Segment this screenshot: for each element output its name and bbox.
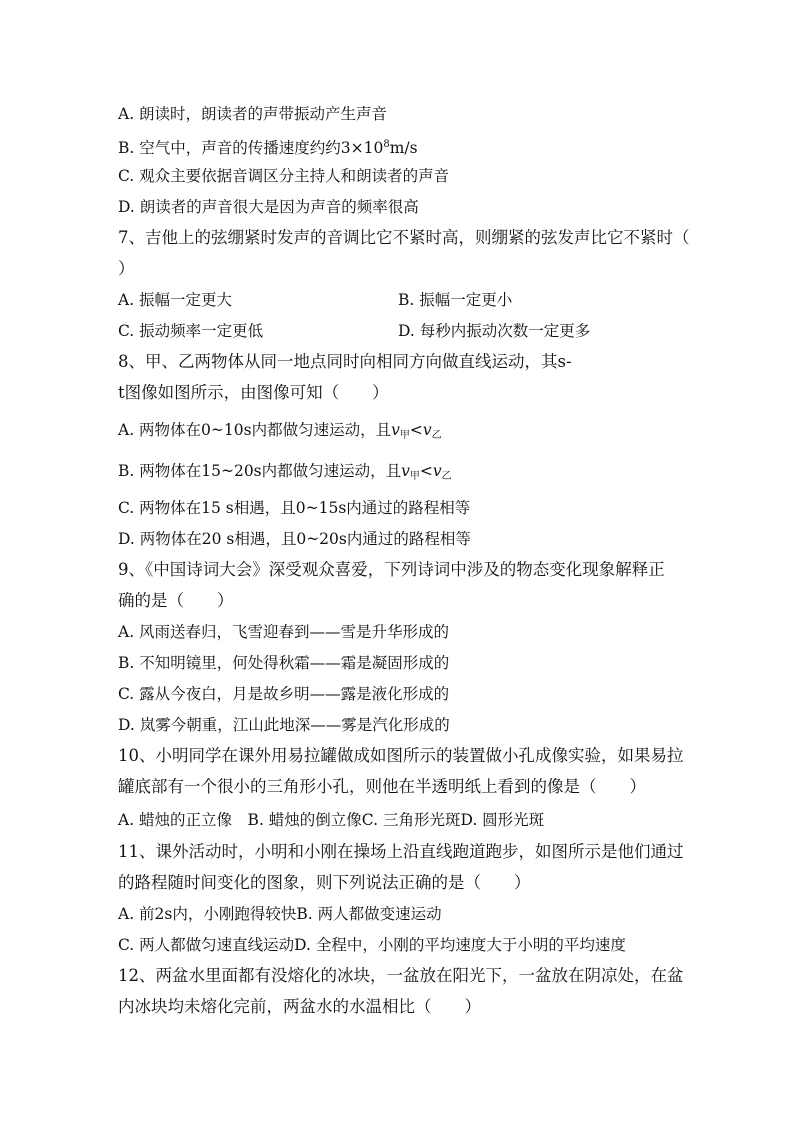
q6-option-b	[118, 135, 418, 158]
q6-option-b-unit: m/s	[389, 139, 418, 157]
q6-option-a: A. 朗读时，朗读者的声带振动产生声音	[118, 105, 388, 123]
v-symbol: v	[422, 421, 432, 439]
q8-option-d: D. 两物体在20 s相遇，且0~20s内通过的路程相等	[118, 530, 471, 548]
q8-stem-line1: 8、甲、乙两物体从同一地点同时向相同方向做直线运动，其s-	[118, 352, 572, 371]
q6-option-c: C. 观众主要依据音调区分主持人和朗读者的声音	[118, 167, 450, 185]
less-than: <	[409, 421, 423, 439]
q8-stem-line2: t图像如图所示，由图像可知（ ）	[118, 383, 389, 402]
q11-stem-line2: 的路程随时间变化的图象，则下列说法正确的是（ ）	[118, 873, 531, 892]
subscript-yi: 乙	[441, 471, 452, 482]
q9-option-a: A. 风雨送春归，飞雪迎春到——雪是升华形成的	[118, 623, 450, 641]
subscript-yi: 乙	[431, 430, 442, 441]
q10-options: A. 蜡烛的正立像 B. 蜡烛的倒立像C. 三角形光斑D. 圆形光斑	[118, 811, 545, 829]
q8-option-c: C. 两物体在15 s相遇，且0~15s内通过的路程相等	[118, 499, 471, 517]
q7-stem-line1: 7、吉他上的弦绷紧时发声的音调比它不紧时高，则绷紧的弦发声比它不紧时（	[118, 228, 690, 247]
q10-stem-line1: 10、小明同学在课外用易拉罐做成如图所示的装置做小孔成像实验，如果易拉	[118, 746, 684, 765]
q8-option-a-text: A. 两物体在0~10s内都做匀速运动，且	[118, 421, 392, 439]
less-than: <	[419, 462, 433, 480]
q11-options-ab: A. 前2s内，小刚跑得较快B. 两人都做变速运动	[118, 905, 442, 923]
q9-option-d: D. 岚雾今朝重，江山此地深——雾是汽化形成的	[118, 716, 450, 734]
q8-option-a	[118, 420, 442, 446]
q7-option-c: C. 振动频率一定更低	[118, 322, 264, 340]
q9-stem-line1: 9、《中国诗词大会》深受观众喜爱，下列诗词中涉及的物态变化现象解释正	[118, 560, 665, 579]
q12-stem-line1: 12、两盆水里面都有没熔化的冰块，一盆放在阳光下，一盆放在阴凉处，在盆	[118, 966, 684, 985]
q10-stem-line2: 罐底部有一个很小的三角形小孔，则他在半透明纸上看到的像是（ ）	[118, 777, 646, 796]
q8-option-b-text: B. 两物体在15~20s内都做匀速运动，且	[118, 462, 402, 480]
q7-option-b: B. 振幅一定更小	[398, 291, 513, 309]
v-symbol: v	[391, 421, 400, 439]
q11-stem-line1: 11、课外活动时，小明和小刚在操场上沿直线跑道跑步，如图所示是他们通过	[118, 842, 684, 861]
q12-stem-line2: 内冰块均未熔化完前，两盆水的水温相比（ ）	[118, 997, 481, 1016]
q7-option-a: A. 振幅一定更大	[118, 291, 233, 309]
q6-option-d: D. 朗读者的声音很大是因为声音的频率很高	[118, 198, 419, 216]
q9-option-b: B. 不知明镜里，何处得秋霜——霜是凝固形成的	[118, 654, 450, 672]
q8-option-b	[118, 461, 452, 487]
subscript-jia: 甲	[409, 471, 420, 482]
v-symbol: v	[401, 462, 410, 480]
q7-stem-line2: ）	[118, 259, 135, 278]
q9-stem-line2: 确的是（ ）	[118, 591, 234, 610]
q7-option-d: D. 每秒内振动次数一定更多	[398, 322, 591, 340]
q11-options-cd: C. 两人都做匀速直线运动D. 全程中，小刚的平均速度大于小明的平均速度	[118, 936, 626, 954]
q6-option-b-text: B. 空气中，声音的传播速度约约3×10	[118, 139, 384, 157]
subscript-jia: 甲	[399, 430, 410, 441]
v-symbol: v	[432, 462, 442, 480]
q6-option-b-exponent: 8	[383, 139, 390, 150]
q9-option-c: C. 露从今夜白，月是故乡明——露是液化形成的	[118, 685, 450, 703]
